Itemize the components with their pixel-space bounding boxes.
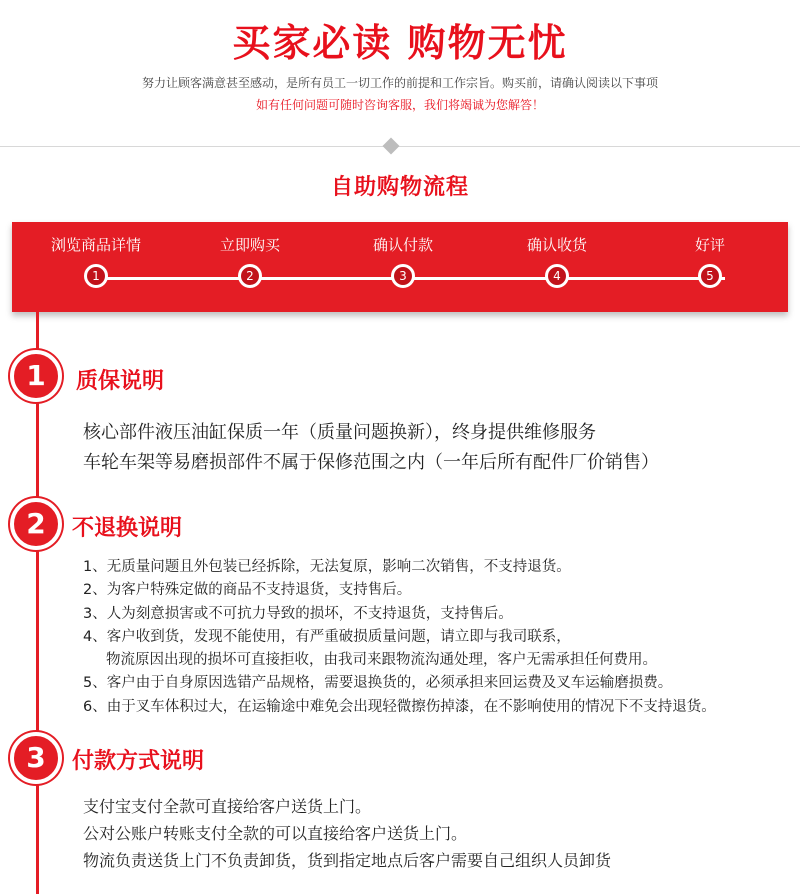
divider [0,146,800,147]
service-notice: 如有任何问题可随时咨询客服，我们将竭诚为您解答！ [255,98,544,112]
flow-step-number: 3 [391,264,415,288]
section-number-badge: 3 [10,732,62,784]
body-line: 车轮车架等易磨损部件不属于保修范围之内（一年后所有配件厂价销售） [83,452,659,473]
body-line: 1、无质量问题且外包装已经拆除，无法复原，影响二次销售，不支持退货。 [83,559,571,575]
flow-step-label: 确认付款 [372,236,433,254]
flow-step-label: 确认收货 [526,236,587,254]
body-line: 物流负责送货上门不负责卸货，货到指定地点后客户需要自己组织人员卸货 [83,851,612,870]
body-line: 3、人为刻意损害或不可抗力导致的损坏，不支持退货，支持售后。 [83,605,513,622]
page-subtitle: 努力让顾客满意甚至感动，是所有员工一切工作的前提和工作宗旨。购买前，请确认阅读以下事项 [141,76,658,90]
flow-step-pay [328,234,478,288]
body-line: 6、由于叉车体积过大，在运输途中难免会出现轻微擦伤掉漆，在不影响使用的情况下不支持退货。 [83,698,716,715]
section-body-warranty [83,418,659,478]
flow-step-review [635,234,785,288]
section-body-payment [83,793,611,874]
body-line: 核心部件液压油缸保质一年（质量问题换新），终身提供维修服务 [83,422,596,443]
flow-step-buy [175,234,325,288]
flow-step-number: 5 [698,264,722,288]
header [0,0,800,150]
flow-step-label: 好评 [694,236,725,254]
body-line: 4、客户收到货，发现不能使用，有严重破损质量问题，请立即与我司联系， [83,628,571,645]
section-title-no-return: 不退换说明 [72,516,183,541]
body-line: 5、客户由于自身原因选错产品规格，需要退换货的，必须承担来回运费及叉车运输磨损费。 [83,675,673,692]
body-line: 物流原因出现的损坏可直接拒收，由我司来跟物流沟通处理，客户无需承担任何费用。 [83,652,658,669]
flow-step-receive [482,234,632,288]
flow-step-number: 2 [238,264,262,288]
body-line: 公对公账户转账支付全款的可以直接给客户送货上门。 [83,824,468,843]
body-line: 支付宝支付全款可直接给客户送货上门。 [83,797,372,816]
section-body-no-return [83,556,716,719]
body-line: 2、为客户特殊定做的商品不支持退货，支持售后。 [83,582,412,599]
section-title-payment: 付款方式说明 [72,749,205,774]
shopping-flow-banner [12,222,788,312]
flow-step-label: 浏览商品详情 [50,236,141,254]
flow-step-label: 立即购买 [219,236,280,254]
flow-title: 自助购物流程 [330,175,469,200]
flow-step-number: 4 [545,264,569,288]
flow-step-number: 1 [84,264,108,288]
section-number-badge: 2 [10,498,62,550]
section-title-warranty: 质保说明 [76,369,165,394]
section-number-badge: 1 [10,350,62,402]
flow-step-browse [21,234,171,288]
page-title: 买家必读 购物无忧 [232,21,568,65]
